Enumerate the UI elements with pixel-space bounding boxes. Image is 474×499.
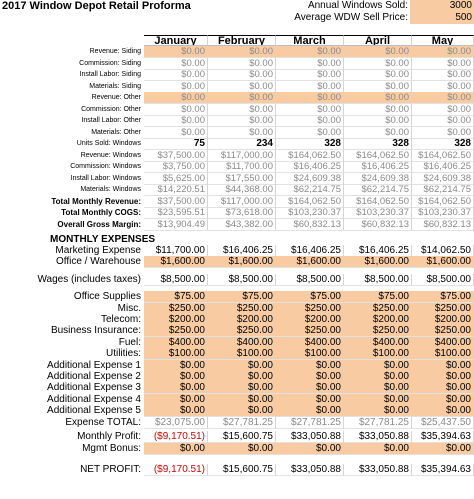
value-cell[interactable]: $15,600.75	[208, 431, 276, 443]
sheet-row	[0, 417, 474, 429]
value-cell[interactable]: $200.00	[276, 314, 344, 326]
row-label: Additional Expense 3	[47, 382, 141, 394]
value-cell[interactable]: $60,832.13	[344, 219, 412, 231]
sheet-row	[0, 360, 474, 372]
value-cell[interactable]: $15,600.75	[208, 464, 276, 476]
sheet-row	[0, 464, 474, 476]
value-cell[interactable]: $24,609.38	[276, 173, 344, 185]
row-label: Install Labor: Windows	[70, 174, 141, 182]
row-label: Misc.	[117, 302, 141, 314]
annual-windows-label: Annual Windows Sold:	[307, 0, 408, 11]
value-cell[interactable]: $0.00	[412, 405, 474, 417]
value-cell[interactable]: $0.00	[276, 58, 344, 70]
value-cell[interactable]: $24,609.38	[344, 173, 412, 185]
value-cell[interactable]: $0.00	[412, 58, 474, 70]
value-cell[interactable]: $33,050.88	[344, 431, 412, 443]
value-cell[interactable]: $0.00	[208, 58, 276, 70]
row-label: Wages (includes taxes)	[37, 273, 141, 285]
value-cell[interactable]: $25,437.50	[412, 417, 474, 429]
row-label: Revenue: Windows	[80, 151, 141, 159]
value-cell[interactable]: $60,832.13	[412, 219, 474, 231]
row-label: Additional Expense 2	[47, 371, 141, 382]
monthly-expenses-heading: MONTHLY EXPENSES	[50, 234, 156, 245]
value-cell[interactable]: $0.00	[144, 104, 208, 116]
month-header: March	[276, 35, 344, 46]
row-label: Revenue: Siding	[89, 48, 141, 55]
value-cell[interactable]: $164,062.50	[344, 150, 412, 162]
value-cell[interactable]: $117,000.00	[208, 150, 276, 162]
row-label: Materials: Windows	[80, 186, 141, 193]
row-label: Total Monthly COGS:	[61, 208, 141, 217]
value-cell[interactable]: $37,500.00	[144, 150, 208, 162]
value-cell[interactable]: $0.00	[144, 92, 208, 104]
sheet-row	[0, 207, 474, 219]
value-cell[interactable]: $0.00	[344, 104, 412, 116]
value-cell[interactable]: 328	[412, 138, 474, 150]
value-cell[interactable]: $0.00	[208, 382, 276, 394]
value-cell[interactable]: $0.00	[276, 46, 344, 58]
value-cell[interactable]: $33,050.88	[344, 464, 412, 476]
annual-windows-input[interactable]: 3000	[410, 0, 474, 12]
sheet-row	[0, 115, 474, 127]
sheet-row	[0, 196, 474, 208]
avg-price-input[interactable]: 500	[410, 12, 474, 24]
row-label: Mgmt Bonus:	[82, 443, 141, 454]
value-cell[interactable]: $0.00	[344, 382, 412, 394]
row-label: Additional Expense 1	[47, 359, 141, 371]
value-cell[interactable]: $250.00	[276, 325, 344, 337]
value-cell[interactable]: $250.00	[208, 303, 276, 315]
sheet-row	[0, 138, 474, 150]
value-cell[interactable]: $164,062.50	[412, 196, 474, 208]
value-cell[interactable]: $0.00	[344, 371, 412, 383]
value-cell[interactable]: $400.00	[344, 337, 412, 349]
sheet-row	[0, 394, 474, 406]
value-cell[interactable]: $400.00	[412, 337, 474, 349]
value-cell[interactable]: $73,618.00	[208, 207, 276, 219]
value-cell[interactable]: $0.00	[144, 405, 208, 417]
row-label: Additional Expense 5	[47, 405, 141, 417]
value-cell[interactable]: $0.00	[208, 81, 276, 93]
value-cell[interactable]: $0.00	[208, 371, 276, 383]
row-label: Materials: Other	[91, 128, 141, 136]
value-cell[interactable]: $8,500.00	[276, 274, 344, 286]
value-cell[interactable]: $0.00	[208, 115, 276, 127]
value-cell[interactable]: $17,550.00	[208, 173, 276, 185]
value-cell[interactable]: $100.00	[344, 348, 412, 360]
value-cell[interactable]: $0.00	[276, 127, 344, 139]
value-cell[interactable]: $23,595.51	[144, 207, 208, 219]
value-cell[interactable]: $164,062.50	[412, 150, 474, 162]
value-cell[interactable]: $0.00	[276, 382, 344, 394]
value-cell[interactable]: $75.00	[276, 291, 344, 303]
value-cell[interactable]: 328	[344, 138, 412, 150]
value-cell[interactable]: $100.00	[144, 348, 208, 360]
sheet-row	[0, 161, 474, 173]
value-cell[interactable]: $0.00	[276, 371, 344, 383]
value-cell[interactable]: $0.00	[412, 92, 474, 104]
row-label: Office Supplies	[73, 291, 141, 303]
avg-price-label: Average WDW Sell Price:	[294, 12, 408, 23]
sheet-row	[0, 314, 474, 326]
row-label: Marketing Expense	[55, 245, 141, 256]
value-cell[interactable]: $400.00	[144, 337, 208, 349]
value-cell[interactable]: $0.00	[144, 46, 208, 58]
value-cell[interactable]: $11,700.00	[208, 161, 276, 173]
value-cell[interactable]: $33,050.88	[276, 431, 344, 443]
value-cell[interactable]: $0.00	[144, 371, 208, 383]
value-cell[interactable]: $0.00	[276, 405, 344, 417]
value-cell[interactable]: $16,406.25	[208, 245, 276, 257]
row-label: Office / Warehouse	[55, 256, 141, 268]
value-cell[interactable]: $200.00	[144, 314, 208, 326]
value-cell[interactable]: $200.00	[344, 314, 412, 326]
sheet-row	[0, 431, 474, 443]
sheet-row	[0, 150, 474, 162]
value-cell[interactable]: $0.00	[344, 92, 412, 104]
value-cell[interactable]: $0.00	[344, 115, 412, 127]
value-cell[interactable]: $103,230.37	[412, 207, 474, 219]
value-cell[interactable]: $0.00	[208, 394, 276, 406]
row-label: Commission: Siding	[79, 59, 141, 67]
value-cell[interactable]: $5,625.00	[144, 173, 208, 185]
sheet-row	[0, 69, 474, 81]
value-cell[interactable]: $37,500.00	[144, 196, 208, 208]
sheet-row	[0, 219, 474, 231]
row-label: Commission: Windows	[70, 163, 141, 170]
value-cell[interactable]: $250.00	[208, 325, 276, 337]
value-cell[interactable]: 75	[144, 138, 208, 150]
value-cell[interactable]: $250.00	[144, 325, 208, 337]
sheet-row	[0, 371, 474, 383]
sheet-row	[0, 58, 474, 70]
value-cell[interactable]: $62,214.75	[412, 184, 474, 196]
row-label: Install Labor: Other	[81, 117, 141, 124]
value-cell[interactable]: $250.00	[412, 325, 474, 337]
value-cell[interactable]: $250.00	[344, 325, 412, 337]
value-cell[interactable]: $164,062.50	[276, 150, 344, 162]
value-cell[interactable]: ($9,170.51)	[144, 431, 208, 443]
sheet-row	[0, 291, 474, 303]
row-label: Units Sold: Windows	[76, 140, 141, 147]
sheet-row	[0, 405, 474, 417]
sheet-row	[0, 104, 474, 116]
value-cell[interactable]: $0.00	[412, 360, 474, 372]
value-cell[interactable]: $11,700.00	[144, 245, 208, 257]
value-cell[interactable]: $0.00	[412, 443, 474, 455]
value-cell[interactable]: $0.00	[208, 104, 276, 116]
value-cell[interactable]: $0.00	[344, 81, 412, 93]
value-cell[interactable]: $250.00	[344, 303, 412, 315]
value-cell[interactable]: $35,394.63	[412, 464, 474, 476]
row-label: Additional Expense 4	[47, 393, 141, 405]
value-cell[interactable]: $1,600.00	[412, 256, 474, 268]
month-header: May	[412, 35, 474, 46]
value-cell[interactable]: $0.00	[208, 405, 276, 417]
value-cell[interactable]: $43,382.00	[208, 219, 276, 231]
value-cell[interactable]: $62,214.75	[344, 184, 412, 196]
value-cell[interactable]: $0.00	[144, 58, 208, 70]
value-cell[interactable]: $400.00	[208, 337, 276, 349]
value-cell[interactable]: $250.00	[144, 303, 208, 315]
row-label: Revenue: Other	[91, 94, 141, 101]
value-cell[interactable]: $27,781.25	[344, 417, 412, 429]
value-cell[interactable]: $0.00	[344, 58, 412, 70]
value-cell[interactable]: $0.00	[412, 127, 474, 139]
value-cell[interactable]: $0.00	[276, 115, 344, 127]
sheet-row	[0, 256, 474, 268]
sheet-row	[0, 337, 474, 349]
value-cell[interactable]: $0.00	[276, 104, 344, 116]
value-cell[interactable]: $8,500.00	[144, 274, 208, 286]
value-cell[interactable]: $117,000.00	[208, 196, 276, 208]
value-cell[interactable]: $75.00	[144, 291, 208, 303]
month-header: February	[208, 35, 276, 46]
value-cell[interactable]: $0.00	[144, 443, 208, 455]
sheet-row	[0, 81, 474, 93]
value-cell[interactable]: $0.00	[144, 360, 208, 372]
row-label: Total Monthly Revenue:	[51, 196, 141, 206]
value-cell[interactable]: $13,904.49	[144, 219, 208, 231]
value-cell[interactable]: $8,500.00	[412, 274, 474, 286]
value-cell[interactable]: $0.00	[276, 92, 344, 104]
month-header: January	[144, 35, 208, 46]
value-cell[interactable]: $23,075.00	[144, 417, 208, 429]
value-cell[interactable]: $1,600.00	[276, 256, 344, 268]
value-cell[interactable]: $62,214.75	[276, 184, 344, 196]
value-cell[interactable]: $0.00	[144, 382, 208, 394]
value-cell[interactable]: 234	[208, 138, 276, 150]
value-cell[interactable]: $100.00	[208, 348, 276, 360]
value-cell[interactable]: $0.00	[208, 92, 276, 104]
value-cell[interactable]: $100.00	[412, 348, 474, 360]
value-cell[interactable]: $16,406.25	[276, 161, 344, 173]
value-cell[interactable]: ($9,170.51)	[144, 464, 208, 476]
value-cell[interactable]: $8,500.00	[208, 274, 276, 286]
value-cell[interactable]: $0.00	[144, 115, 208, 127]
value-cell[interactable]: $14,220.51	[144, 184, 208, 196]
value-cell[interactable]: $250.00	[276, 303, 344, 315]
sheet-row	[0, 127, 474, 139]
sheet-row	[0, 274, 474, 286]
row-label: Monthly Profit:	[77, 431, 141, 442]
value-cell[interactable]: $100.00	[276, 348, 344, 360]
row-label: Commission: Other	[81, 105, 141, 113]
value-cell[interactable]: $75.00	[208, 291, 276, 303]
value-cell[interactable]: $24,609.38	[412, 173, 474, 185]
value-cell[interactable]: $1,600.00	[208, 256, 276, 268]
value-cell[interactable]: $14,062.50	[412, 245, 474, 257]
value-cell[interactable]: $0.00	[412, 69, 474, 81]
sheet-row	[0, 303, 474, 315]
value-cell[interactable]: $0.00	[412, 394, 474, 406]
row-label: Overall Gross Margin:	[57, 219, 141, 229]
value-cell[interactable]: $60,832.13	[276, 219, 344, 231]
value-cell[interactable]: $0.00	[276, 69, 344, 81]
value-cell[interactable]: $33,050.88	[276, 464, 344, 476]
sheet-row	[0, 348, 474, 360]
value-cell[interactable]: $0.00	[144, 69, 208, 81]
value-cell[interactable]: $0.00	[344, 69, 412, 81]
value-cell[interactable]: $35,394.63	[412, 431, 474, 443]
sheet-row	[0, 173, 474, 185]
sheet-row	[0, 382, 474, 394]
value-cell[interactable]: $0.00	[344, 443, 412, 455]
value-cell[interactable]: $0.00	[412, 371, 474, 383]
row-label: Materials: Siding	[89, 82, 141, 90]
sheet-row	[0, 92, 474, 104]
value-cell[interactable]: $0.00	[344, 360, 412, 372]
value-cell[interactable]: $1,600.00	[144, 256, 208, 268]
value-cell[interactable]: $103,230.37	[344, 207, 412, 219]
value-cell[interactable]: $0.00	[344, 394, 412, 406]
value-cell[interactable]: $0.00	[344, 127, 412, 139]
value-cell[interactable]: $0.00	[412, 104, 474, 116]
value-cell[interactable]: $8,500.00	[344, 274, 412, 286]
value-cell[interactable]: $16,406.25	[412, 161, 474, 173]
value-cell[interactable]: $0.00	[208, 46, 276, 58]
value-cell[interactable]: $0.00	[208, 443, 276, 455]
value-cell[interactable]: $0.00	[412, 81, 474, 93]
sheet-row	[0, 184, 474, 196]
row-label: Fuel:	[118, 336, 141, 348]
value-cell[interactable]: $0.00	[276, 81, 344, 93]
value-cell[interactable]: $75.00	[412, 291, 474, 303]
value-cell[interactable]: $164,062.50	[344, 196, 412, 208]
value-cell[interactable]: $0.00	[144, 81, 208, 93]
value-cell[interactable]: $0.00	[276, 394, 344, 406]
value-cell[interactable]: $16,406.25	[344, 245, 412, 257]
value-cell[interactable]: $27,781.25	[208, 417, 276, 429]
sheet-row	[0, 46, 474, 58]
value-cell[interactable]: $0.00	[144, 394, 208, 406]
value-cell[interactable]: $0.00	[412, 46, 474, 58]
value-cell[interactable]: $164,062.50	[276, 196, 344, 208]
value-cell[interactable]: $0.00	[344, 46, 412, 58]
value-cell[interactable]: 328	[276, 138, 344, 150]
row-label: Business Insurance:	[50, 325, 141, 337]
sheet-row	[0, 245, 474, 257]
value-cell[interactable]: $400.00	[276, 337, 344, 349]
sheet-row	[0, 325, 474, 337]
value-cell[interactable]: $0.00	[412, 115, 474, 127]
value-cell[interactable]: $0.00	[412, 382, 474, 394]
value-cell[interactable]: $16,406.25	[276, 245, 344, 257]
value-cell[interactable]: $0.00	[208, 127, 276, 139]
value-cell[interactable]: $0.00	[208, 360, 276, 372]
value-cell[interactable]: $0.00	[208, 69, 276, 81]
value-cell[interactable]: $250.00	[412, 303, 474, 315]
month-header: April	[344, 35, 412, 46]
sheet-row	[0, 443, 474, 455]
value-cell[interactable]: $3,750.00	[144, 161, 208, 173]
value-cell[interactable]: $103,230.37	[276, 207, 344, 219]
value-cell[interactable]: $200.00	[208, 314, 276, 326]
value-cell[interactable]: $27,781.25	[276, 417, 344, 429]
sheet-title: 2017 Window Depot Retail Proforma	[2, 0, 191, 12]
value-cell[interactable]: $1,600.00	[344, 256, 412, 268]
row-label: Install Labor: Siding	[79, 71, 141, 78]
value-cell[interactable]: $200.00	[412, 314, 474, 326]
value-cell[interactable]: $0.00	[344, 405, 412, 417]
row-label: Utilities:	[105, 348, 141, 360]
month-header-row	[0, 35, 474, 46]
value-cell[interactable]: $0.00	[144, 127, 208, 139]
value-cell[interactable]: $0.00	[276, 443, 344, 455]
value-cell[interactable]: $75.00	[344, 291, 412, 303]
value-cell[interactable]: $44,368.00	[208, 184, 276, 196]
value-cell[interactable]: $16,406.25	[344, 161, 412, 173]
row-label: Telecom:	[100, 314, 141, 325]
value-cell[interactable]: $0.00	[276, 360, 344, 372]
row-label: NET PROFIT:	[80, 464, 141, 475]
row-label: Expense TOTAL:	[65, 416, 141, 428]
